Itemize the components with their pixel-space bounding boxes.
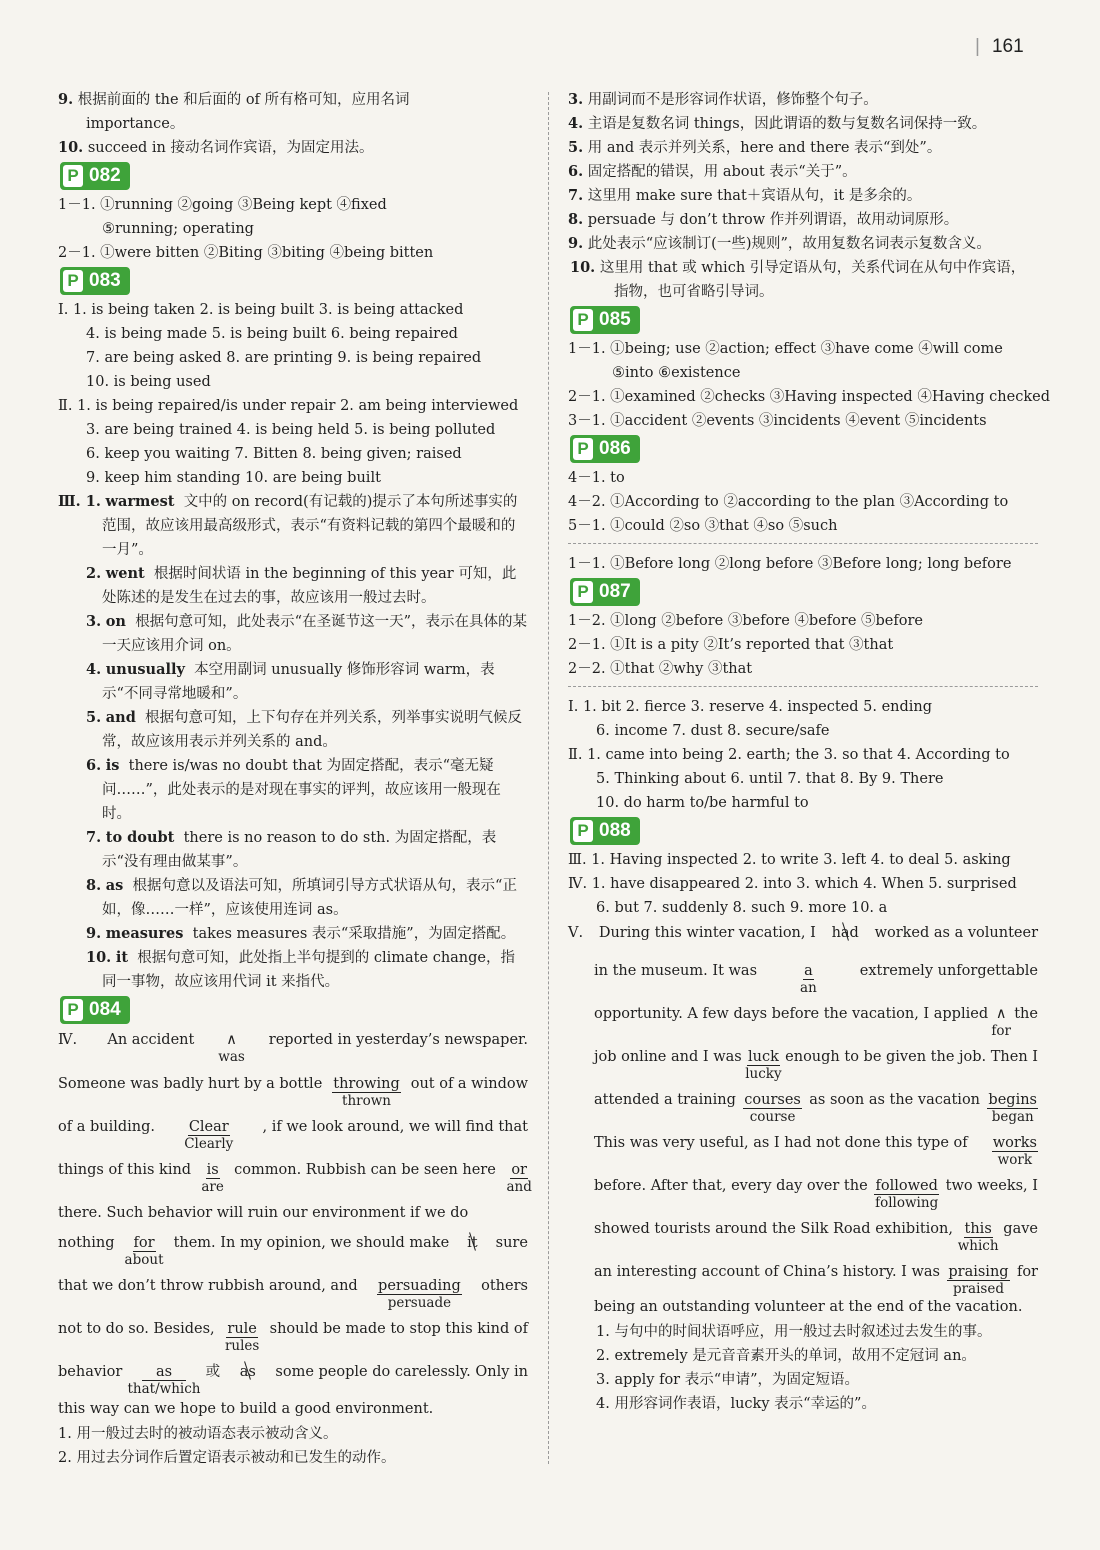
answer-line: Ⅱ. 1. came into being 2. earth; the 3. so that 4. According to xyxy=(568,747,1010,763)
answer-line: 2－1. ①were bitten ②Biting ③biting ④being bitten xyxy=(58,245,434,261)
note-line: 4. 用形容词作表语，lucky 表示“幸运的”。 xyxy=(596,1396,876,1412)
right-column xyxy=(568,88,1050,1416)
answer-line: ⑤running; operating xyxy=(102,221,254,237)
explanation-item: 6. is there is/was no doubt that 为固定搭配，表示“毫无疑问……”，此处表示的是对现在事实的评判，故应该用一般现在时。 xyxy=(86,757,501,822)
answer-line: 2－1. ①It is a pity ②It’s reported that ③that xyxy=(568,637,894,653)
answer-line: 4. is being made 5. is being built 6. being repaired xyxy=(86,326,458,342)
essay-line: showed tourists around the Silk Road exhibition, this which gave xyxy=(594,1221,1038,1254)
explanation-item: 4. unusually 本空用副词 unusually 修饰形容词 warm，表示“不同寻常地暖和”。 xyxy=(86,661,495,702)
essay-line: job online and I was luck lucky enough to be given the job. Then I xyxy=(594,1049,1038,1082)
answer-line: Ⅲ. 1. Having inspected 2. to write 3. left 4. to deal 5. asking xyxy=(568,852,1011,868)
section-badge-087: P 087 xyxy=(570,578,640,606)
essay-line: Someone was badly hurt by a bottle throwing thrown out of a window xyxy=(58,1076,528,1109)
essay-line: opportunity. A few days before the vacation, I applied ∧ for the xyxy=(594,1006,1038,1039)
answer-line: 10. is being used xyxy=(86,374,211,390)
answer-line: Ⅰ. 1. is being taken 2. is being built 3. is being attacked xyxy=(58,302,464,318)
note-line: 1. 用一般过去时的被动语态表示被动含义。 xyxy=(58,1426,338,1442)
essay-line: attended a training courses course as soon as the vacation begins began xyxy=(594,1092,1037,1125)
answer-line: Ⅳ. 1. have disappeared 2. into 3. which 4. When 5. surprised xyxy=(568,876,1017,892)
essay-line: in the museum. It was a an extremely unforgettable xyxy=(594,963,1038,996)
essay-line: nothing for about them. In my opinion, we should make it sure xyxy=(58,1222,528,1265)
answer-line: 2－2. ①that ②why ③that xyxy=(568,661,753,677)
essay-line: an interesting account of China’s history. I was praising praised for xyxy=(594,1264,1038,1297)
essay-line: This was very useful, as I had not done this type of works work xyxy=(594,1135,1037,1168)
note-item: 10. 这里用 that 或 which 引导定语从句，关系代词在从句中作宾语，指物，也可省略引导词。 xyxy=(570,259,1026,300)
answer-line: 4－2. ①According to ②according to the plan ③According to xyxy=(568,494,1009,510)
essay-line: behavior as that/which 或 as some people do carelessly. Only in xyxy=(58,1351,528,1394)
note-item: 9. 此处表示“应该制订(一些)规则”，故用复数名词表示复数含义。 xyxy=(568,235,991,252)
explanation-item: 5. and 根据句意可知，上下句存在并列关系，列举事实说明气候反常，故应该用表示并列关系的 and。 xyxy=(86,709,523,750)
corrected-essay-2 xyxy=(568,920,1038,1320)
section-divider xyxy=(568,543,1038,544)
answer-line: ⑤into ⑥existence xyxy=(612,365,741,381)
note-item: 4. 主语是复数名词 things，因此谓语的数与复数名词保持一致。 xyxy=(568,115,987,132)
answer-line: 10. do harm to/be harmful to xyxy=(596,795,809,811)
left-column xyxy=(58,88,532,1470)
answer-line: 4－1. to xyxy=(568,470,625,486)
answer-line: 5－1. ①could ②so ③that ④so ⑤such xyxy=(568,518,838,534)
section-badge-082: P 082 xyxy=(60,162,130,190)
column-divider xyxy=(548,92,549,1464)
answer-line: 3－1. ①accident ②events ③incidents ④event ⑤incidents xyxy=(568,413,987,429)
essay-line: not to do so. Besides, rule rules should be made to stop this kind of xyxy=(58,1321,528,1354)
note-line: 2. 用过去分词作后置定语表示被动和已发生的动作。 xyxy=(58,1450,396,1466)
essay-line: Ⅴ. During this winter vacation, I had worked as a volunteer xyxy=(568,920,1038,950)
answer-line: 1－1. ①running ②going ③Being kept ④fixed xyxy=(58,197,387,213)
explanation-item: 8. as 根据句意以及语法可知，所填词引导方式状语从句，表示“正如，像……一样”，应该使用连词 as。 xyxy=(86,877,517,918)
answer-line: 1－1. ①being; use ②action; effect ③have come ④will come xyxy=(568,341,1003,357)
section-badge-085: P 085 xyxy=(570,306,640,334)
explanation-item: 7. to doubt there is no reason to do sth. 为固定搭配，表示“没有理由做某事”。 xyxy=(86,829,497,870)
explanation-item: 2. went 根据时间状语 in the beginning of this year 可知，此处陈述的是发生在过去的事，故应该用一般过去时。 xyxy=(86,565,517,606)
corrected-essay-1 xyxy=(58,1027,532,1422)
essay-line: Ⅳ. An accident ∧ was reported in yesterday’s newspaper. xyxy=(58,1032,528,1065)
note-item: 7. 这里用 make sure that＋宾语从句，it 是多余的。 xyxy=(568,187,922,204)
answer-line: 1－2. ①long ②before ③before ④before ⑤before xyxy=(568,613,923,629)
intro-9-cont: importance。 xyxy=(86,116,185,132)
note-item: 8. persuade 与 don’t throw 作并列谓语，故用动词原形。 xyxy=(568,211,959,228)
answer-line: 7. are being asked 8. are printing 9. is being repaired xyxy=(86,350,482,366)
intro-10: 10. succeed in 接动名词作宾语，为固定用法。 xyxy=(58,139,374,156)
note-item: 5. 用 and 表示并列关系，here and there 表示“到处”。 xyxy=(568,139,942,156)
answer-line: 1－1. ①Before long ②long before ③Before long; long before xyxy=(568,556,1012,572)
answer-line: Ⅱ. 1. is being repaired/is under repair 2. am being interviewed xyxy=(58,398,519,414)
answer-line: Ⅰ. 1. bit 2. fierce 3. reserve 4. inspected 5. ending xyxy=(568,699,933,715)
note-item: 6. 固定搭配的错误，用 about 表示“关于”。 xyxy=(568,163,857,180)
answer-line: 5. Thinking about 6. until 7. that 8. By 9. There xyxy=(596,771,944,787)
note-line: 3. apply for 表示“申请”，为固定短语。 xyxy=(596,1372,860,1388)
answer-line: 6. but 7. suddenly 8. such 9. more 10. a xyxy=(596,900,888,916)
explanation-item: 10. it 根据句意可知，此处指上半句提到的 climate change，指同一事物，故应该用代词 it 来指代。 xyxy=(86,949,516,990)
essay-line: being an outstanding volunteer at the end of the vacation. xyxy=(594,1299,1023,1315)
section-badge-084: P 084 xyxy=(60,996,130,1024)
explanation-item: 3. on 根据句意可知，此处表示“在圣诞节这一天”，表示在具体的某一天应该用介词 on。 xyxy=(86,613,528,654)
answer-line: 3. are being trained 4. is being held 5. is being polluted xyxy=(86,422,496,438)
essay-line: that we don’t throw rubbish around, and persuading persuade others xyxy=(58,1278,528,1311)
answer-line: 6. keep you waiting 7. Bitten 8. being given; raised xyxy=(86,446,462,462)
page-number: | 161 xyxy=(975,36,1024,57)
note-item: 3. 用副词而不是形容词作状语，修饰整个句子。 xyxy=(568,91,878,108)
note-line: 2. extremely 是元音音素开头的单词，故用不定冠词 an。 xyxy=(596,1348,976,1364)
note-line: 1. 与句中的时间状语呼应，用一般过去时叙述过去发生的事。 xyxy=(596,1324,992,1340)
answer-line: 2－1. ①examined ②checks ③Having inspected ④Having checked xyxy=(568,389,1050,405)
section-divider xyxy=(568,686,1038,687)
answer-line: 6. income 7. dust 8. secure/safe xyxy=(596,723,830,739)
essay-line: of a building. Clear Clearly , if we look around, we will find that xyxy=(58,1119,528,1152)
section-badge-086: P 086 xyxy=(570,435,640,463)
explanation-item: 9. measures takes measures 表示“采取措施”，为固定搭配。 xyxy=(86,925,516,942)
section-badge-088: P 088 xyxy=(570,817,640,845)
essay-line: this way can we hope to build a good environment. xyxy=(58,1401,434,1417)
section-badge-083: P 083 xyxy=(60,267,130,295)
intro-9: 9. 根据前面的 the 和后面的 of 所有格可知，应用名词 xyxy=(58,91,410,108)
answer-line: 9. keep him standing 10. are being built xyxy=(86,470,381,486)
essay-line: before. After that, every day over the followed following two weeks, I xyxy=(594,1178,1038,1211)
explanation-item: Ⅲ. 1. warmest 文中的 on record(有记载的)提示了本句所述事实的范围，故应该用最高级形式，表示“有资料记载的第四个最暖和的一月”。 xyxy=(58,493,518,558)
essay-line: there. Such behavior will ruin our environment if we do xyxy=(58,1205,469,1221)
essay-line: things of this kind is are common. Rubbish can be seen here or and xyxy=(58,1162,532,1195)
